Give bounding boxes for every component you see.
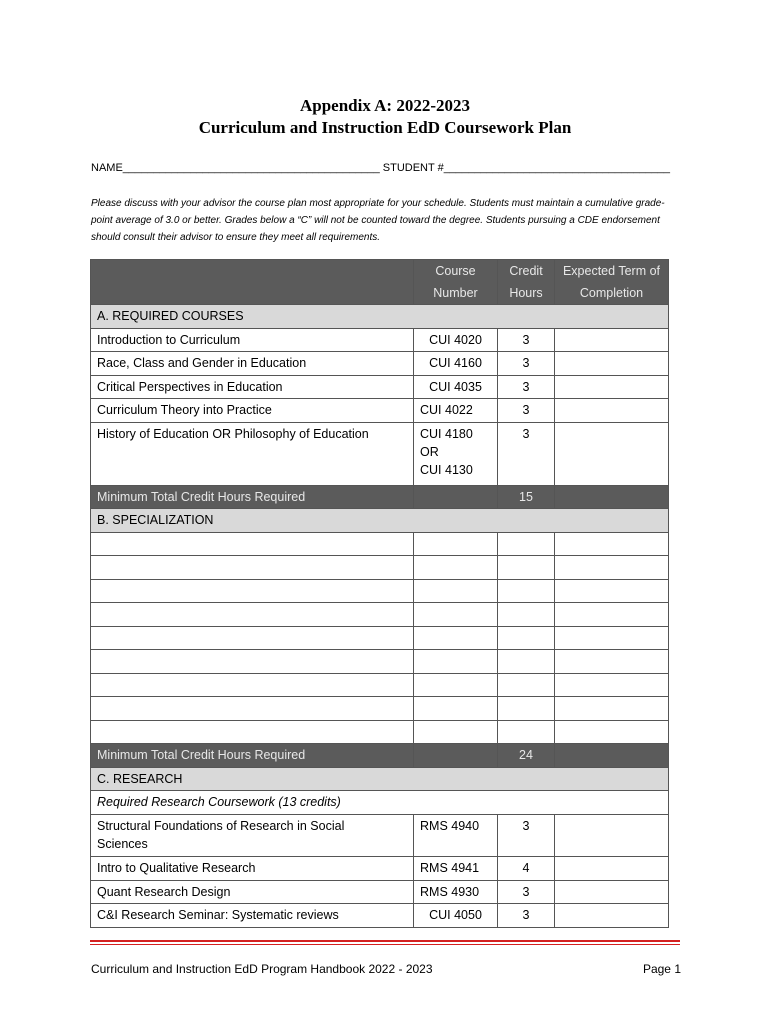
table-row [91, 720, 669, 744]
blank-cell[interactable] [414, 532, 498, 556]
blank-cell[interactable] [555, 579, 669, 603]
course-number-option: CUI 4180 [420, 426, 473, 441]
credit-hours: 3 [498, 352, 555, 376]
credit-hours: 3 [498, 880, 555, 904]
course-number: CUI 4022 [414, 399, 498, 423]
credit-hours: 3 [498, 904, 555, 928]
total-spacer [414, 744, 498, 768]
blank-cell[interactable] [498, 720, 555, 744]
blank-cell[interactable] [91, 697, 414, 721]
course-name: Introduction to Curriculum [91, 328, 414, 352]
footer-divider [90, 940, 680, 942]
credit-hours: 3 [498, 399, 555, 423]
header-course-number: Course Number [414, 260, 498, 305]
page-subtitle: Curriculum and Instruction EdD Coursework Plan [198, 118, 572, 137]
research-subtitle: Required Research Coursework (13 credits) [91, 791, 669, 815]
table-row [91, 399, 669, 423]
total-row-a [91, 485, 669, 509]
page-number: Page 1 [642, 962, 681, 976]
name-student-field[interactable]: NAME__________________________________________ STUDENT #_____________________________________ [91, 162, 671, 174]
blank-cell[interactable] [414, 650, 498, 674]
blank-cell[interactable] [91, 603, 414, 627]
table-row [91, 650, 669, 674]
blank-cell[interactable] [498, 532, 555, 556]
expected-term-cell[interactable] [555, 857, 669, 881]
blank-cell[interactable] [414, 603, 498, 627]
blank-cell[interactable] [414, 626, 498, 650]
blank-cell[interactable] [91, 673, 414, 697]
table-row [91, 579, 669, 603]
blank-cell[interactable] [498, 626, 555, 650]
blank-cell[interactable] [91, 579, 414, 603]
credit-hours: 3 [498, 328, 555, 352]
blank-cell[interactable] [498, 673, 555, 697]
blank-cell[interactable] [555, 556, 669, 580]
blank-cell[interactable] [414, 579, 498, 603]
intro-paragraph: Please discuss with your advisor the course plan most appropriate for your schedule. Students must maintain a cumulative grade-point average of 3.0 or better. Grades below a “C” will not be counted toward the degree. Students pursuing a CDE endorsement should consult their advisor to ensure they meet all requirements. [91, 198, 665, 243]
blank-cell[interactable] [414, 697, 498, 721]
expected-term-cell[interactable] [555, 375, 669, 399]
section-c-row [91, 767, 669, 791]
table-row [91, 857, 669, 881]
expected-term-cell[interactable] [555, 422, 669, 485]
course-name: Intro to Qualitative Research [91, 857, 414, 881]
expected-term-cell[interactable] [555, 328, 669, 352]
section-a-row [91, 305, 669, 329]
credit-hours: 4 [498, 857, 555, 881]
course-name [91, 815, 414, 857]
course-number: CUI 4050 [414, 904, 498, 928]
table-row [91, 880, 669, 904]
blank-cell[interactable] [555, 673, 669, 697]
table-row [91, 626, 669, 650]
course-number: RMS 4941 [414, 857, 498, 881]
table-row [91, 697, 669, 721]
total-value: 15 [498, 485, 555, 509]
course-name-line: Structural Foundations of Research in Social [97, 819, 345, 833]
expected-term-cell[interactable] [555, 815, 669, 857]
blank-cell[interactable] [414, 720, 498, 744]
blank-cell[interactable] [91, 556, 414, 580]
total-label: Minimum Total Credit Hours Required [91, 744, 414, 768]
blank-cell[interactable] [498, 556, 555, 580]
blank-cell[interactable] [91, 720, 414, 744]
course-name: Critical Perspectives in Education [91, 375, 414, 399]
total-spacer [555, 485, 669, 509]
blank-cell[interactable] [91, 650, 414, 674]
or-label: OR [420, 444, 439, 459]
total-spacer [414, 485, 498, 509]
header-course-name [91, 260, 414, 305]
section-b-row [91, 509, 669, 533]
blank-cell[interactable] [555, 720, 669, 744]
page-footer [91, 962, 681, 976]
credit-hours: 3 [498, 422, 555, 485]
page-title: Appendix A: 2022-2023 [299, 96, 471, 115]
course-number: RMS 4930 [414, 880, 498, 904]
section-a-title: A. REQUIRED COURSES [91, 305, 669, 329]
blank-cell[interactable] [498, 650, 555, 674]
course-name: Curriculum Theory into Practice [91, 399, 414, 423]
total-label: Minimum Total Credit Hours Required [91, 485, 414, 509]
course-name-line: Sciences [97, 837, 148, 851]
section-b-title: B. SPECIALIZATION [91, 509, 669, 533]
expected-term-cell[interactable] [555, 352, 669, 376]
table-row [91, 532, 669, 556]
course-number-options [414, 422, 498, 485]
blank-cell[interactable] [414, 556, 498, 580]
table-row [91, 422, 669, 485]
table-row [91, 352, 669, 376]
total-spacer [555, 744, 669, 768]
blank-cell[interactable] [414, 673, 498, 697]
table-row [91, 904, 669, 928]
table-row [91, 673, 669, 697]
credit-hours: 3 [498, 375, 555, 399]
table-row [91, 603, 669, 627]
footer-handbook-title: Curriculum and Instruction EdD Program Handbook 2022 - 2023 [91, 962, 433, 976]
course-number: CUI 4020 [414, 328, 498, 352]
blank-cell[interactable] [91, 626, 414, 650]
course-name: C&I Research Seminar: Systematic reviews [91, 904, 414, 928]
course-name: History of Education OR Philosophy of Education [91, 422, 414, 485]
subsection-row [91, 791, 669, 815]
credit-hours: 3 [498, 815, 555, 857]
course-number: CUI 4035 [414, 375, 498, 399]
blank-cell[interactable] [555, 697, 669, 721]
course-number-option: CUI 4130 [420, 462, 473, 477]
course-number: CUI 4160 [414, 352, 498, 376]
table-row [91, 815, 669, 857]
course-name: Quant Research Design [91, 880, 414, 904]
blank-cell[interactable] [555, 626, 669, 650]
blank-cell[interactable] [555, 532, 669, 556]
footer-divider [90, 944, 680, 945]
expected-term-cell[interactable] [555, 880, 669, 904]
blank-cell[interactable] [555, 650, 669, 674]
table-row [91, 556, 669, 580]
course-number: RMS 4940 [414, 815, 498, 857]
blank-cell[interactable] [555, 603, 669, 627]
blank-cell[interactable] [498, 603, 555, 627]
header-credit-hours: Credit Hours [498, 260, 555, 305]
coursework-table [90, 259, 669, 928]
blank-cell[interactable] [498, 697, 555, 721]
blank-cell[interactable] [91, 532, 414, 556]
total-row-b [91, 744, 669, 768]
expected-term-cell[interactable] [555, 904, 669, 928]
header-expected-term: Expected Term of Completion [555, 260, 669, 305]
expected-term-cell[interactable] [555, 399, 669, 423]
total-value: 24 [498, 744, 555, 768]
table-row [91, 328, 669, 352]
section-c-title: C. RESEARCH [91, 767, 669, 791]
blank-cell[interactable] [498, 579, 555, 603]
table-header-row [91, 260, 669, 305]
course-name: Race, Class and Gender in Education [91, 352, 414, 376]
table-row [91, 375, 669, 399]
